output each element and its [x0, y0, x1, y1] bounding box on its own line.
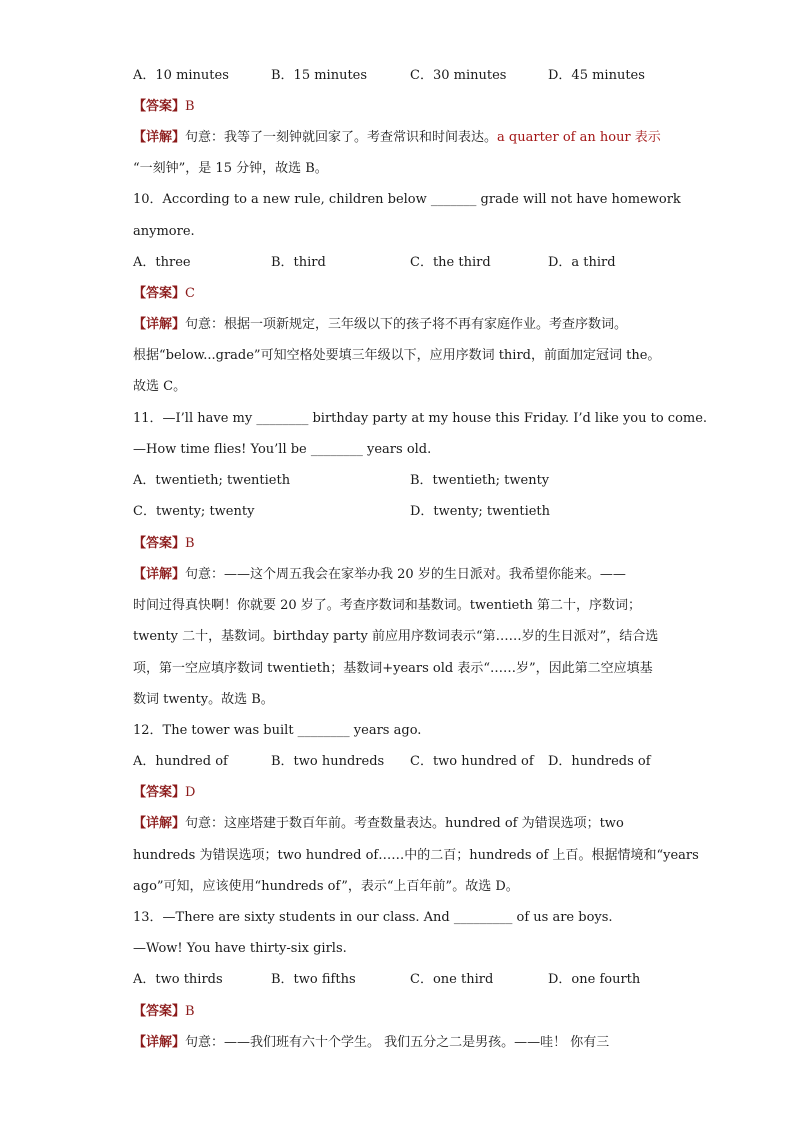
q12-detail-line-3: ago”可知，应该使用“hundreds of”，表示“上百年前”。故选 D。 [133, 879, 519, 894]
q13-stem-2: —Wow! You have thirty-six girls. [133, 941, 347, 956]
q12-option-d: D．hundreds of [548, 754, 651, 769]
q10-option-b: B．third [271, 255, 326, 270]
q13-option-a: A．two thirds [133, 972, 223, 987]
q12-option-b: B．two hundreds [271, 754, 385, 769]
answer-value: B [185, 99, 195, 114]
q11-detail-line-1: 【详解】句意：——这个周五我会在家举办我 20 岁的生日派对。我希望你能来。—— [133, 567, 626, 582]
q13-option-d: D．one fourth [548, 972, 641, 987]
detail-label: 【详解】 [133, 816, 186, 831]
q13-stem-1: 13．—There are sixty students in our class. And _________ of us are boys. [133, 910, 613, 925]
q11-detail-line-4: 项，第一空应填序数词 twentieth；基数词+years old 表示“……岁”，因此第二空应填基 [133, 661, 653, 676]
answer-value: B [185, 536, 195, 551]
q10-detail-line-1: 【详解】句意：根据一项新规定，三年级以下的孩子将不再有家庭作业。考查序数词。 [133, 317, 628, 332]
answer-value: D [185, 785, 196, 800]
q10-option-c: C．the third [410, 255, 491, 270]
q11-option-b: B．twentieth; twenty [410, 473, 550, 488]
q12-option-c: C．two hundred of [410, 754, 534, 769]
q13-answer [133, 1003, 195, 1021]
q10-stem-1: 10．According to a new rule, children below _______ grade will not have homework [133, 192, 681, 207]
answer-value: B [185, 1004, 195, 1019]
q9-option-a: A．10 minutes [133, 68, 229, 83]
q11-detail-line-2: 时间过得真快啊！你就要 20 岁了。考查序数词和基数词。twentieth 第二十，序数词； [133, 598, 642, 613]
q10-stem-2: anymore. [133, 224, 195, 239]
q9-detail-line-2: “一刻钟”，是 15 分钟，故选 B。 [133, 161, 328, 176]
answer-value: C [185, 286, 195, 301]
q10-option-a: A．three [133, 255, 191, 270]
answer-label: 【答案】 [133, 1004, 186, 1019]
q11-answer [133, 535, 195, 553]
q10-answer [133, 285, 195, 303]
q12-stem: 12．The tower was built ________ years ago. [133, 723, 422, 738]
q11-option-d: D．twenty; twentieth [410, 504, 551, 519]
q13-option-c: C．one third [410, 972, 494, 987]
q11-option-a: A．twentieth; twentieth [133, 473, 291, 488]
answer-label: 【答案】 [133, 286, 186, 301]
q9-detail-line-1: 【详解】句意：我等了一刻钟就回家了。考查常识和时间表达。a quarter of an hour 表示 [133, 130, 661, 145]
answer-label: 【答案】 [133, 785, 186, 800]
q11-stem-2: —How time flies! You’ll be ________ years old. [133, 442, 432, 457]
q13-option-b: B．two fifths [271, 972, 356, 987]
detail-label: 【详解】 [133, 1035, 186, 1050]
q9-option-b: B．15 minutes [271, 68, 368, 83]
q11-detail-line-3: twenty 二十，基数词。birthday party 前应用序数词表示“第……岁的生日派对”，结合选 [133, 629, 659, 644]
q12-detail-line-1: 【详解】句意：这座塔建于数百年前。考查数量表达。hundred of 为错误选项；two [133, 816, 624, 831]
detail-label: 【详解】 [133, 130, 186, 145]
q12-detail-line-2: hundreds 为错误选项；two hundred of……中的二百；hundreds of 上百。根据情境和“years [133, 848, 699, 863]
answer-label: 【答案】 [133, 99, 186, 114]
q10-detail-line-2: 根据“below...grade”可知空格处要填三年级以下，应用序数词 third，前面加定冠词 the。 [133, 348, 661, 363]
detail-label: 【详解】 [133, 567, 186, 582]
q12-option-a: A．hundred of [133, 754, 228, 769]
q9-answer [133, 98, 195, 116]
q11-stem-1: 11．—I’ll have my ________ birthday party at my house this Friday. I’d like you to come. [133, 411, 708, 426]
q10-option-d: D．a third [548, 255, 616, 270]
q9-option-d: D．45 minutes [548, 68, 645, 83]
q11-option-c: C．twenty; twenty [133, 504, 255, 519]
q13-detail-line-1: 【详解】句意：——我们班有六十个学生。 我们五分之二是男孩。——哇！ 你有三 [133, 1035, 610, 1050]
q12-answer [133, 784, 195, 802]
answer-label: 【答案】 [133, 536, 186, 551]
q10-detail-line-3: 故选 C。 [133, 379, 187, 394]
q11-detail-line-5: 数词 twenty。故选 B。 [133, 692, 274, 707]
detail-label: 【详解】 [133, 317, 186, 332]
q9-option-c: C．30 minutes [410, 68, 507, 83]
